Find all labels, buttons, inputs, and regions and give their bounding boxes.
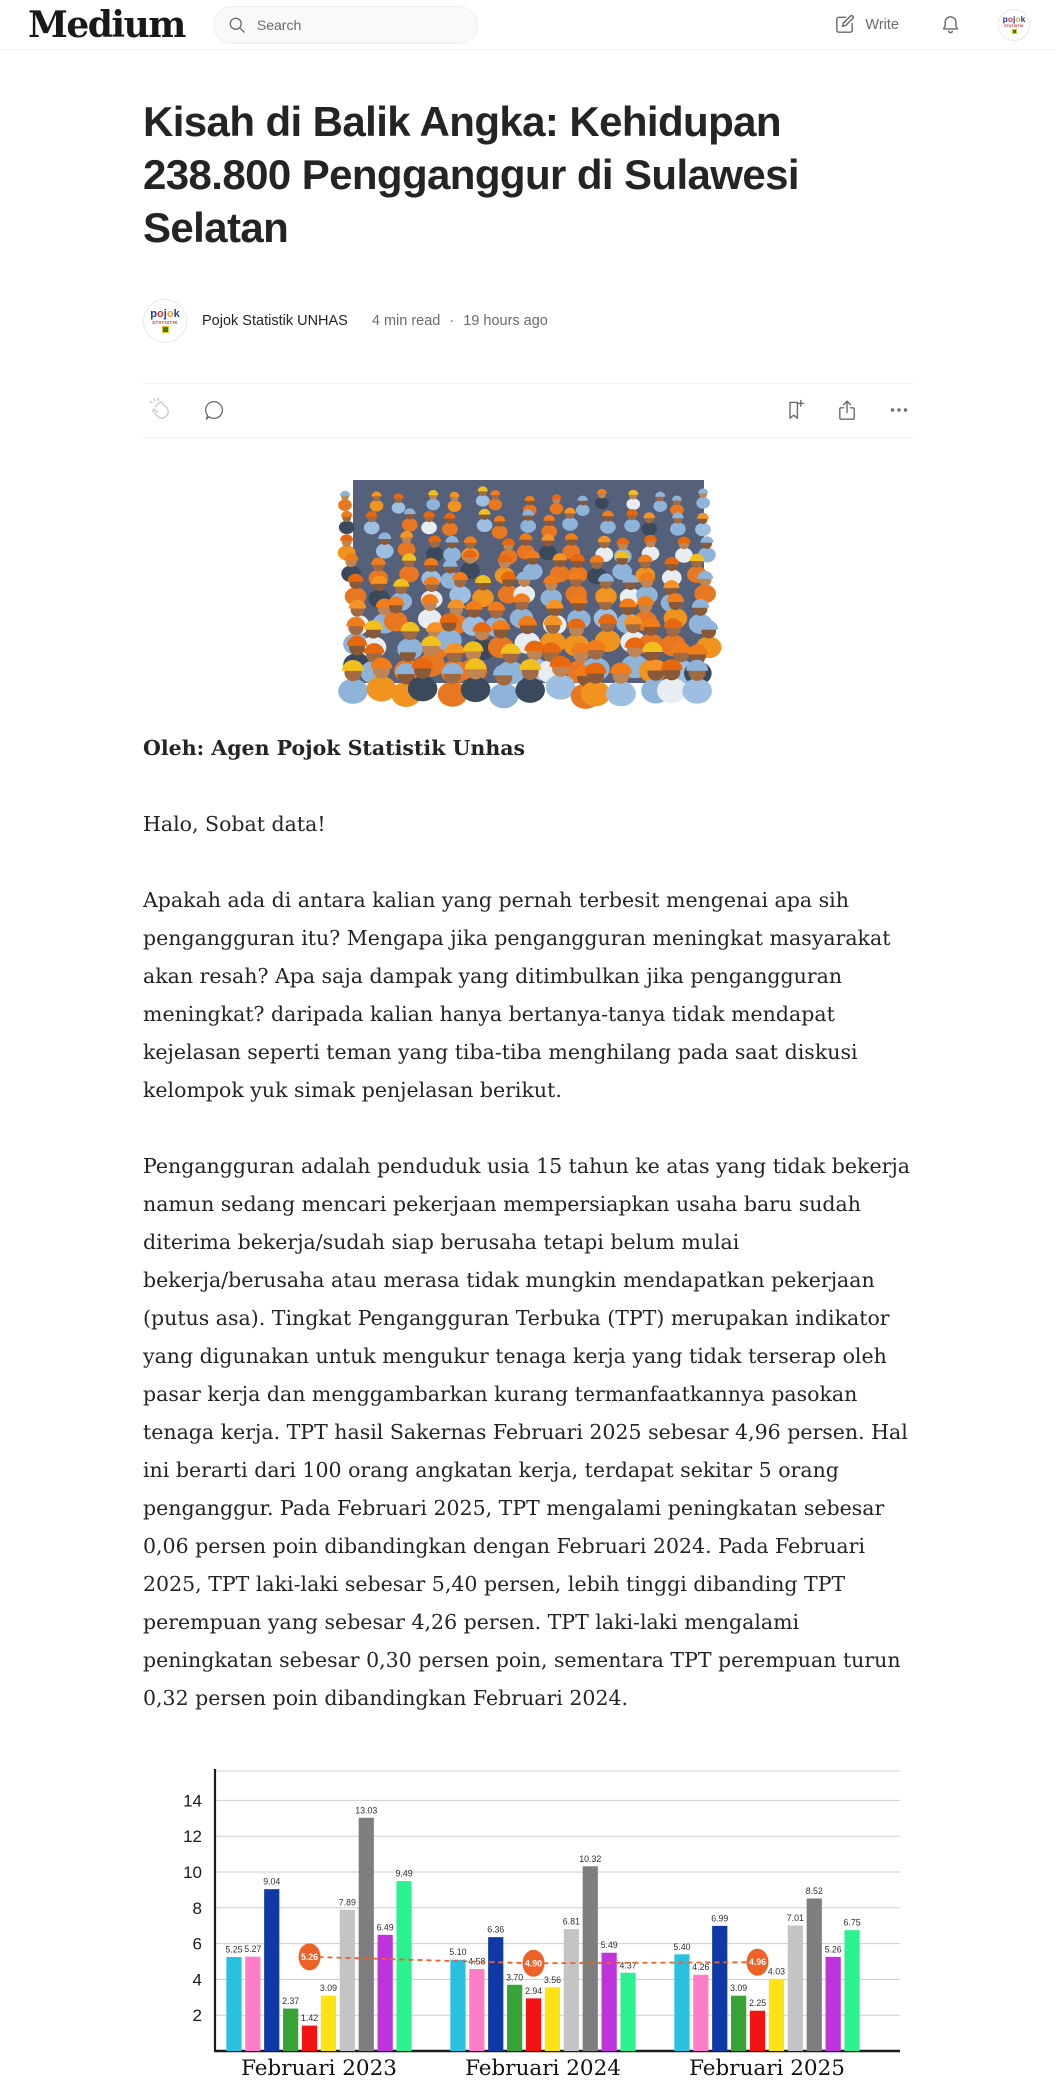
svg-text:3.70: 3.70 [506, 1971, 524, 1982]
author-row [143, 299, 913, 343]
greeting-paragraph: Halo, Sobat data! [143, 811, 326, 836]
svg-text:4.90: 4.90 [524, 1958, 543, 1969]
svg-text:6.36: 6.36 [487, 1924, 505, 1935]
avatar-badge-word: pojok [1002, 14, 1026, 25]
more-options-button[interactable] [887, 398, 911, 422]
user-avatar[interactable] [998, 9, 1030, 41]
article [143, 96, 913, 2083]
svg-text:Februari 2025: Februari 2025 [689, 2055, 845, 2081]
comment-icon [202, 398, 226, 422]
svg-text:3.09: 3.09 [730, 1982, 748, 1993]
svg-text:5.49: 5.49 [600, 1939, 618, 1950]
avatar-badge-subtitle: STATISTIK [1004, 23, 1024, 28]
svg-text:5.26: 5.26 [824, 1944, 842, 1955]
clap-icon [145, 397, 172, 424]
article-title: Kisah di Balik Angka: Kehidupan 238.800 Pengganggur di Sulawesi Selatan [143, 98, 799, 251]
svg-text:6.99: 6.99 [711, 1913, 729, 1924]
search-bar[interactable] [213, 6, 478, 44]
svg-text:4.03: 4.03 [767, 1966, 786, 1977]
svg-text:8.52: 8.52 [805, 1885, 823, 1896]
svg-text:13.03: 13.03 [355, 1804, 378, 1815]
write-button[interactable] [833, 13, 899, 36]
svg-text:12: 12 [183, 1826, 202, 1846]
avatar-badge-shield-icon [162, 326, 169, 333]
svg-text:6.49: 6.49 [376, 1922, 394, 1933]
author-avatar[interactable] [143, 299, 187, 343]
more-options-icon [887, 398, 911, 422]
paragraph-1: Apakah ada di antara kalian yang pernah terbesit mengenai apa sih pengangguran itu? Mengapa jika pengangguran meningkat masyarakat akan resah? Apa saja dampak yang ditimbulkan jika pengangguran meningkat? daripada kalian hanya bertanya-tanya tidak mendapat kejelasan seperti teman yang tiba-tiba menghilang pada saat diskusi kelompok yuk simak penjelasan berikut. [143, 887, 891, 1102]
notifications-button[interactable] [939, 13, 962, 36]
svg-text:Februari 2023: Februari 2023 [241, 2055, 397, 2081]
site-header [0, 0, 1056, 50]
svg-text:6.75: 6.75 [843, 1917, 861, 1928]
search-input[interactable] [257, 17, 457, 33]
avatar-badge-word: pojok [150, 307, 180, 320]
svg-text:3.09: 3.09 [319, 1982, 338, 1993]
svg-text:6: 6 [192, 1934, 202, 1954]
avatar-badge-shield-icon [1012, 29, 1017, 34]
svg-text:10.32: 10.32 [579, 1853, 602, 1864]
svg-text:4.58: 4.58 [468, 1956, 486, 1967]
svg-text:7.89: 7.89 [338, 1896, 356, 1907]
svg-text:5.26: 5.26 [300, 1951, 319, 1962]
svg-text:5.40: 5.40 [673, 1941, 691, 1952]
action-bar [143, 383, 913, 438]
byline: Oleh: Agen Pojok Statistik Unhas [143, 735, 526, 760]
svg-text:14: 14 [183, 1791, 202, 1811]
paragraph-2: Pengangguran adalah penduduk usia 15 tahun ke atas yang tidak bekerja namun sedang mencari pekerjaan mempersiapkan usaha baru sudah diterima bekerja/sudah siap berusaha tetapi belum mulai bekerja/berusaha atau merasa tidak mungkin mendapatkan pekerjaan (putus asa). Tingkat Pengangguran Terbuka (TPT) merupakan indikator yang digunakan untuk mengukur tenaga kerja yang tidak terserap oleh pasar kerja dan menggambarkan kurang termanfaatkannya pasokan tenaga kerja. TPT hasil Sakernas Februari 2025 sebesar 4,96 persen. Hal ini berarti dari 100 orang angkatan kerja, terdapat sekitar 5 orang penganggur. Pada Februari 2025, TPT mengalami peningkatan sebesar 0,06 persen poin dibandingkan dengan Februari 2024. Pada Februari 2025, TPT laki-laki sebesar 5,40 persen, lebih tinggi dibanding TPT perempuan yang sebesar 4,26 persen. TPT laki-laki mengalami peningkatan sebesar 0,30 persen poin, sementara TPT perempuan turun 0,32 persen poin dibandingkan Februari 2024. [143, 1153, 910, 1710]
svg-text:5.27: 5.27 [244, 1943, 262, 1954]
svg-text:2: 2 [192, 2005, 202, 2025]
clap-button[interactable] [145, 397, 172, 424]
write-label: Write [865, 16, 899, 33]
article-meta [372, 313, 548, 329]
medium-logo[interactable]: Medium [28, 3, 185, 46]
share-icon [835, 398, 859, 422]
comment-button[interactable] [202, 398, 226, 422]
svg-text:8: 8 [192, 1898, 202, 1918]
bell-icon [939, 13, 962, 36]
svg-text:5.25: 5.25 [225, 1944, 243, 1955]
svg-text:10: 10 [183, 1862, 202, 1882]
publish-time: 19 hours ago [463, 312, 548, 329]
svg-text:6.81: 6.81 [562, 1916, 580, 1927]
svg-text:2.94: 2.94 [524, 1985, 543, 1996]
svg-text:5.10: 5.10 [449, 1946, 467, 1957]
svg-text:4.96: 4.96 [748, 1956, 767, 1967]
search-icon [227, 15, 247, 35]
read-time: 4 min read [371, 312, 441, 329]
svg-text:3.56: 3.56 [543, 1974, 562, 1985]
svg-text:2.37: 2.37 [282, 1995, 300, 2006]
article-image-crowd-of-workers[interactable] [353, 480, 704, 683]
share-button[interactable] [835, 398, 859, 422]
svg-text:4.26: 4.26 [692, 1961, 710, 1972]
svg-text:4: 4 [192, 1970, 202, 1990]
bookmark-button[interactable] [783, 398, 807, 422]
author-name[interactable]: Pojok Statistik UNHAS [202, 312, 348, 329]
meta-separator: · [449, 312, 455, 329]
write-icon [833, 13, 856, 36]
svg-text:1.42: 1.42 [300, 2012, 319, 2023]
bookmark-plus-icon [783, 398, 807, 422]
svg-text:9.49: 9.49 [395, 1868, 413, 1879]
tpt-bar-chart-image[interactable] [143, 1763, 913, 2083]
svg-text:7.01: 7.01 [786, 1912, 804, 1923]
svg-text:2.25: 2.25 [748, 1997, 767, 2008]
svg-text:Februari 2024: Februari 2024 [465, 2055, 621, 2081]
svg-text:4.37: 4.37 [619, 1959, 637, 1970]
svg-text:9.04: 9.04 [263, 1876, 281, 1887]
avatar-badge-subtitle: STATISTIK [152, 319, 178, 325]
